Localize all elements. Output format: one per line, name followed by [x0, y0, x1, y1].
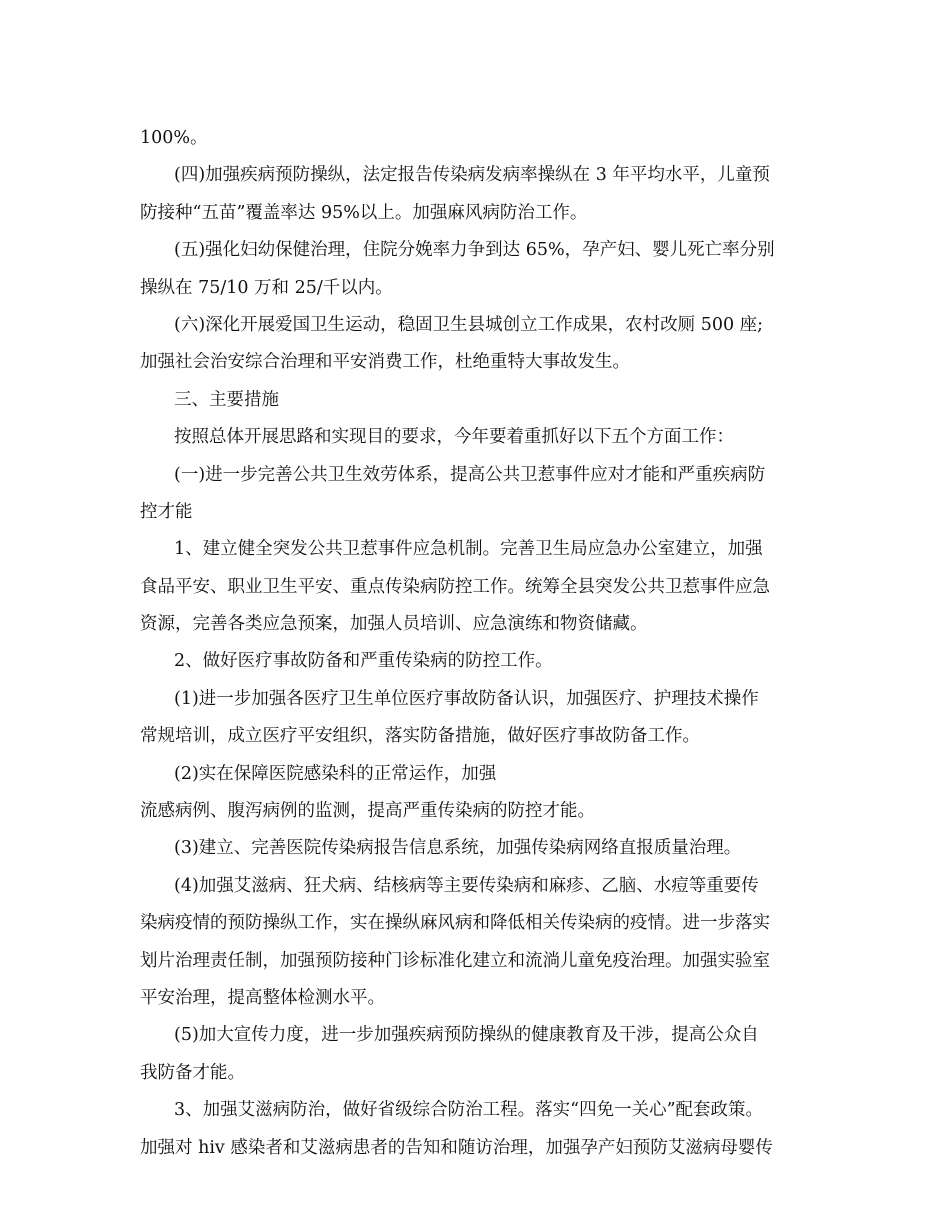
document-page — [140, 120, 830, 1167]
text-line: 加强对 hiv 感染者和艾滋病患者的告知和随访治理，加强孕产妇预防艾滋病母婴传 — [140, 1137, 773, 1158]
text-line: 加强社会治安综合治理和平安消费工作，杜绝重特大事故发生。 — [140, 352, 630, 373]
text-line: (六)深化开展爱国卫生运动，稳固卫生县城创立工作成果，农村改厕 500 座; — [174, 314, 764, 335]
text-line: 流感病例、腹泻病例的监测，提高严重传染病的防控才能。 — [140, 801, 595, 822]
text-line: (一)进一步完善公共卫生效劳体系，提高公共卫惹事件应对才能和严重疾病防 — [174, 464, 766, 485]
text-line: 2、做好医疗事故防备和严重传染病的防控工作。 — [174, 651, 553, 672]
text-line: 平安治理，提高整体检测水平。 — [140, 987, 385, 1008]
text-line: 防接种“五苗”覆盖率达 95%以上。加强麻风病防治工作。 — [140, 202, 588, 223]
text-line: 3、加强艾滋病防治，做好省级综合防治工程。落实“四免一关心”配套政策。 — [174, 1100, 764, 1121]
text-line: (5)加大宣传力度，进一步加强疾病预防操纵的健康教育及干涉，提高公众自 — [174, 1025, 759, 1046]
text-line: 100%。 — [140, 128, 208, 148]
text-line: 划片治理责任制，加强预防接种门诊标准化建立和流淌儿童免疫治理。加强实验室 — [140, 950, 770, 971]
text-line: (1)进一步加强各医疗卫生单位医疗事故防备认识，加强医疗、护理技术操作 — [174, 688, 759, 709]
text-line: 1、建立健全突发公共卫惹事件应急机制。完善卫生局应急办公室建立，加强 — [174, 539, 763, 560]
text-line: 操纵在 75/10 万和 25/千以内。 — [140, 277, 393, 298]
text-line: 食品平安、职业卫生平安、重点传染病防控工作。统筹全县突发公共卫惹事件应急 — [140, 576, 770, 597]
text-line: 染病疫情的预防操纵工作，实在操纵麻风病和降低相关传染病的疫情。进一步落实 — [140, 913, 770, 934]
text-line: (2)实在保障医院感染科的正常运作，加强 — [174, 763, 497, 784]
text-line: 常规培训，成立医疗平安组织，落实防备措施，做好医疗事故防备工作。 — [140, 726, 700, 747]
text-line: 我防备才能。 — [140, 1062, 245, 1083]
text-line: (4)加强艾滋病、狂犬病、结核病等主要传染病和麻疹、乙脑、水痘等重要传 — [174, 875, 759, 896]
text-line: (四)加强疾病预防操纵，法定报告传染病发病率操纵在 3 年平均水平，儿童预 — [174, 165, 770, 186]
text-line: 三、主要措施 — [174, 389, 279, 410]
text-line: (3)建立、完善医院传染病报告信息系统，加强传染病网络直报质量治理。 — [174, 838, 742, 859]
text-line: 按照总体开展思路和实现目的要求，今年要着重抓好以下五个方面工作： — [174, 427, 734, 448]
text-line: (五)强化妇幼保健治理，住院分娩率力争到达 65%，孕产妇、婴儿死亡率分别 — [174, 240, 775, 261]
text-line: 控才能 — [140, 501, 193, 522]
text-line: 资源，完善各类应急预案，加强人员培训、应急演练和物资储藏。 — [140, 614, 648, 635]
